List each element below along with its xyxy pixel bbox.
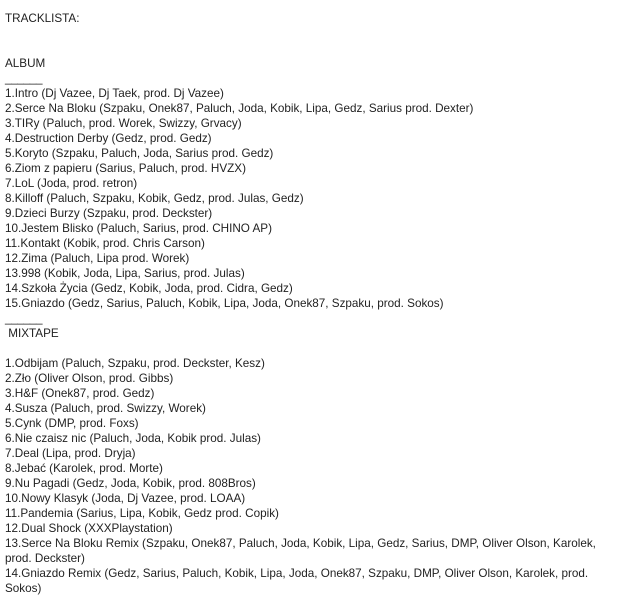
album-underline: ______ bbox=[5, 72, 43, 85]
album-title: ALBUM bbox=[5, 57, 46, 70]
mixtape-track: 3.H&F (Onek87, prod. Gedz) bbox=[5, 387, 155, 400]
album-track: 15.Gniazdo (Gedz, Sarius, Paluch, Kobik, Lipa, Joda, Onek87, Szpaku, prod. Sokos) bbox=[5, 297, 444, 310]
album-track: 9.Dzieci Burzy (Szpaku, prod. Deckster) bbox=[5, 207, 213, 220]
album-track: 14.Szkoła Życia (Gedz, Kobik, Joda, prod. Cidra, Gedz) bbox=[5, 282, 293, 295]
blank-line bbox=[5, 26, 623, 41]
mixtape-underline: ______ bbox=[5, 312, 43, 325]
mixtape-track: 5.Cynk (DMP, prod. Foxs) bbox=[5, 417, 139, 430]
album-track: 10.Jestem Blisko (Paluch, Sarius, prod. CHINO AP) bbox=[5, 222, 272, 235]
mixtape-track: 8.Jebać (Karolek, prod. Morte) bbox=[5, 462, 163, 475]
mixtape-track: 11.Pandemia (Sarius, Lipa, Kobik, Gedz prod. Copik) bbox=[5, 507, 279, 520]
mixtape-track: 6.Nie czaisz nic (Paluch, Joda, Kobik prod. Julas) bbox=[5, 432, 261, 445]
mixtape-track: 2.Zło (Oliver Olson, prod. Gibbs) bbox=[5, 372, 174, 385]
album-track: 11.Kontakt (Kobik, prod. Chris Carson) bbox=[5, 237, 205, 250]
mixtape-track: 13.Serce Na Bloku Remix (Szpaku, Onek87, Paluch, Joda, Kobik, Lipa, Gedz, Sarius, DMP, Oliver Olson, Karolek, prod. Deckster) bbox=[5, 537, 596, 565]
album-track: 7.LoL (Joda, prod. retron) bbox=[5, 177, 138, 190]
album-track: 2.Serce Na Bloku (Szpaku, Onek87, Paluch, Joda, Kobik, Lipa, Gedz, Sarius prod. Dexter) bbox=[5, 102, 474, 115]
tracklist-document bbox=[5, 11, 623, 596]
album-track: 13.998 (Kobik, Joda, Lipa, Sarius, prod. Julas) bbox=[5, 267, 245, 280]
album-track: 4.Destruction Derby (Gedz, prod. Gedz) bbox=[5, 132, 212, 145]
mixtape-track: 7.Deal (Lipa, prod. Dryja) bbox=[5, 447, 136, 460]
album-track: 8.Killoff (Paluch, Szpaku, Kobik, Gedz, prod. Julas, Gedz) bbox=[5, 192, 304, 205]
blank-line bbox=[5, 341, 623, 356]
album-track: 12.Zima (Paluch, Lipa prod. Worek) bbox=[5, 252, 190, 265]
album-track: 3.TIRy (Paluch, prod. Worek, Swizzy, Grvacy) bbox=[5, 117, 242, 130]
mixtape-track: 14.Gniazdo Remix (Gedz, Sarius, Paluch, Kobik, Lipa, Joda, Onek87, Szpaku, DMP, Oliver Olson, Karolek, prod. Sokos) bbox=[5, 567, 589, 595]
mixtape-section bbox=[5, 311, 623, 596]
mixtape-track: 10.Nowy Klasyk (Joda, Dj Vazee, prod. LOAA) bbox=[5, 492, 246, 505]
album-track: 1.Intro (Dj Vazee, Dj Taek, prod. Dj Vazee) bbox=[5, 87, 224, 100]
blank-line bbox=[5, 41, 623, 56]
mixtape-track: 4.Susza (Paluch, prod. Swizzy, Worek) bbox=[5, 402, 206, 415]
album-track: 5.Koryto (Szpaku, Paluch, Joda, Sarius prod. Gedz) bbox=[5, 147, 274, 160]
mixtape-track: 9.Nu Pagadi (Gedz, Joda, Kobik, prod. 808Bros) bbox=[5, 477, 256, 490]
mixtape-track: 12.Dual Shock (XXXPlaystation) bbox=[5, 522, 173, 535]
mixtape-title: MIXTAPE bbox=[5, 327, 59, 340]
album-track: 6.Ziom z papieru (Sarius, Paluch, prod. HVZX) bbox=[5, 162, 246, 175]
page-heading: TRACKLISTA: bbox=[5, 12, 80, 25]
album-section bbox=[5, 56, 623, 311]
mixtape-track: 1.Odbijam (Paluch, Szpaku, prod. Deckster, Kesz) bbox=[5, 357, 265, 370]
